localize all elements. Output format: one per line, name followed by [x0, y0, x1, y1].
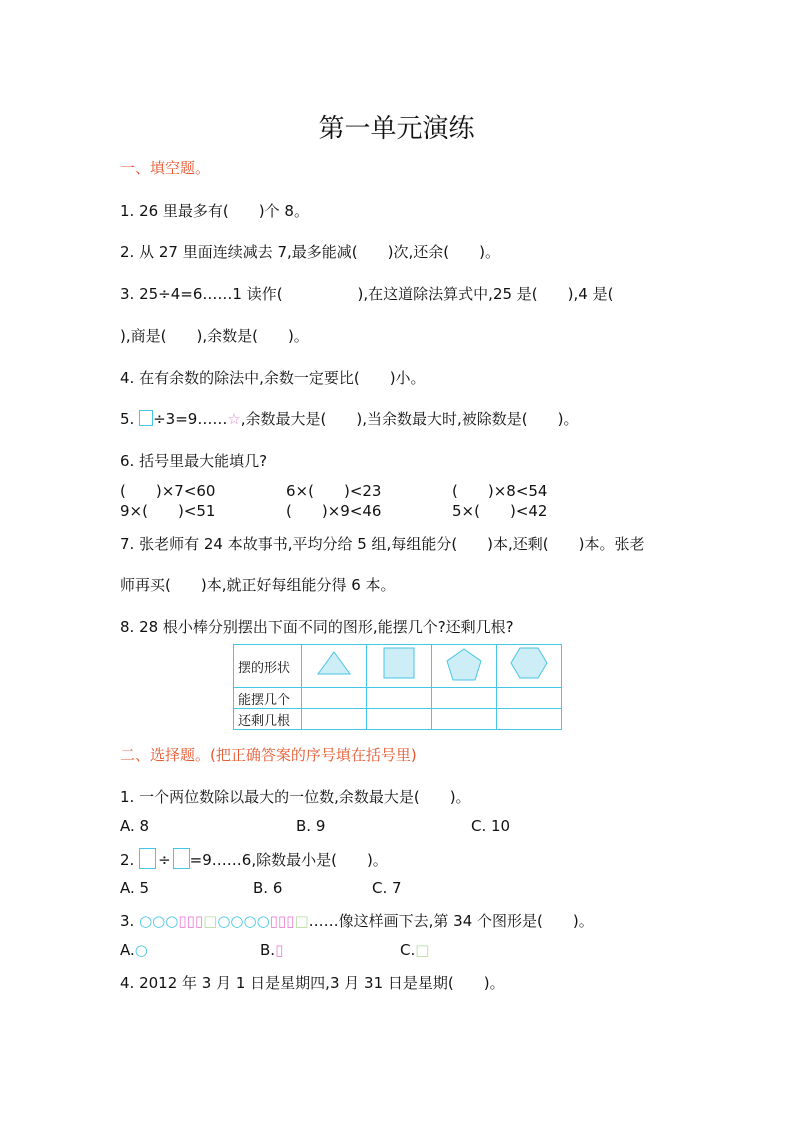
table-row [234, 709, 562, 730]
circle-icon: ○ [134, 941, 148, 959]
q2-2-option-b: B. 6 [253, 879, 283, 897]
q2-1-option-a: A. 8 [120, 817, 150, 835]
q2-1-option-b: B. 9 [296, 817, 326, 835]
pentagon-icon [432, 645, 496, 687]
table-row [234, 688, 562, 709]
square-icon [367, 645, 431, 687]
question-1-1: 1. 26 里最多有( )个 8。 [120, 202, 309, 220]
triangle-cell [302, 645, 367, 688]
q2-3-option-a: A.○ [120, 941, 148, 959]
square-cell [367, 645, 432, 688]
table-cell [497, 709, 562, 730]
question-2-2-prefix: 2. [120, 851, 140, 869]
question-1-5 [120, 408, 579, 429]
q6-item-1: ( )×7<60 [120, 482, 216, 500]
q2-3-option-b: B.▯ [260, 941, 284, 959]
table-row-label: 还剩几根 [234, 709, 302, 730]
table-cell [367, 688, 432, 709]
question-2-3-suffix: ……像这样画下去,第 34 个图形是( )。 [308, 912, 594, 930]
question-2-2-suffix: =9……6,除数最小是( )。 [189, 851, 388, 869]
question-2-2 [120, 848, 388, 870]
q2-3-option-c: C.□ [400, 941, 430, 959]
shapes-table [233, 644, 562, 730]
question-1-5-suffix: ,余数最大是( ),当余数最大时,被除数是( )。 [240, 410, 579, 428]
question-1-3-line2: ),商是( ),余数是( )。 [120, 327, 309, 345]
divide-sign: ÷ [158, 851, 171, 869]
q6-item-4: 9×( )<51 [120, 502, 216, 520]
section-fill-blank-heading: 一、填空题。 [120, 159, 211, 177]
circle-icon: ○○○○ [217, 912, 270, 930]
page-title: 第一单元演练 [318, 114, 475, 144]
triangle-icon [302, 645, 366, 687]
star-icon: ☆ [227, 410, 241, 428]
hexagon-cell [497, 645, 562, 688]
table-cell [432, 709, 497, 730]
q6-item-5: ( )×9<46 [286, 502, 382, 520]
q2-1-option-c: C. 10 [471, 817, 511, 835]
hexagon-icon [497, 645, 561, 687]
table-cell [432, 688, 497, 709]
pentagon-cell [432, 645, 497, 688]
question-2-3 [120, 910, 594, 931]
table-cell [497, 688, 562, 709]
table-row-label: 摆的形状 [234, 645, 302, 688]
q6-item-6: 5×( )<42 [452, 502, 548, 520]
question-1-3-line1: 3. 25÷4=6……1 读作( ),在这道除法算式中,25 是( ),4 是( [120, 285, 614, 303]
square-icon: □ [415, 941, 430, 959]
table-cell [302, 709, 367, 730]
table-cell [302, 688, 367, 709]
question-1-5-mid: ÷3=9…… [153, 410, 228, 428]
section-choice-heading: 二、选择题。(把正确答案的序号填在括号里) [120, 746, 417, 764]
q6-item-2: 6×( )<23 [286, 482, 382, 500]
table-row [234, 645, 562, 688]
question-1-2: 2. 从 27 里面连续减去 7,最多能减( )次,还余( )。 [120, 243, 500, 261]
table-row-label: 能摆几个 [234, 688, 302, 709]
question-1-4: 4. 在有余数的除法中,余数一定要比( )小。 [120, 369, 426, 387]
table-cell [367, 709, 432, 730]
question-1-8: 8. 28 根小棒分别摆出下面不同的图形,能摆几个?还剩几根? [120, 618, 514, 636]
q2-2-option-a: A. 5 [120, 879, 150, 897]
question-1-7-line2: 师再买( )本,就正好每组能分得 6 本。 [120, 576, 396, 594]
rectangle-icon: ▯▯▯ [269, 912, 295, 930]
divisor-box-icon [173, 848, 190, 869]
blank-square-icon [139, 410, 153, 426]
circle-icon: ○○○ [139, 912, 179, 930]
question-2-4: 4. 2012 年 3 月 1 日是星期四,3 月 31 日是星期( )。 [120, 974, 505, 992]
square-icon: □ [294, 912, 309, 930]
q2-2-option-c: C. 7 [372, 879, 402, 897]
question-1-5-prefix: 5. [120, 410, 140, 428]
question-1-7-line1: 7. 张老师有 24 本故事书,平均分给 5 组,每组能分( )本,还剩( )本。张老 [120, 535, 645, 553]
square-icon: □ [203, 912, 218, 930]
question-1-6: 6. 括号里最大能填几? [120, 452, 268, 470]
dividend-box-icon [139, 848, 156, 869]
rectangle-icon: ▯ [275, 941, 284, 959]
question-2-3-prefix: 3. [120, 912, 140, 930]
q6-item-3: ( )×8<54 [452, 482, 548, 500]
question-2-1: 1. 一个两位数除以最大的一位数,余数最大是( )。 [120, 788, 471, 806]
rectangle-icon: ▯▯▯ [178, 912, 204, 930]
